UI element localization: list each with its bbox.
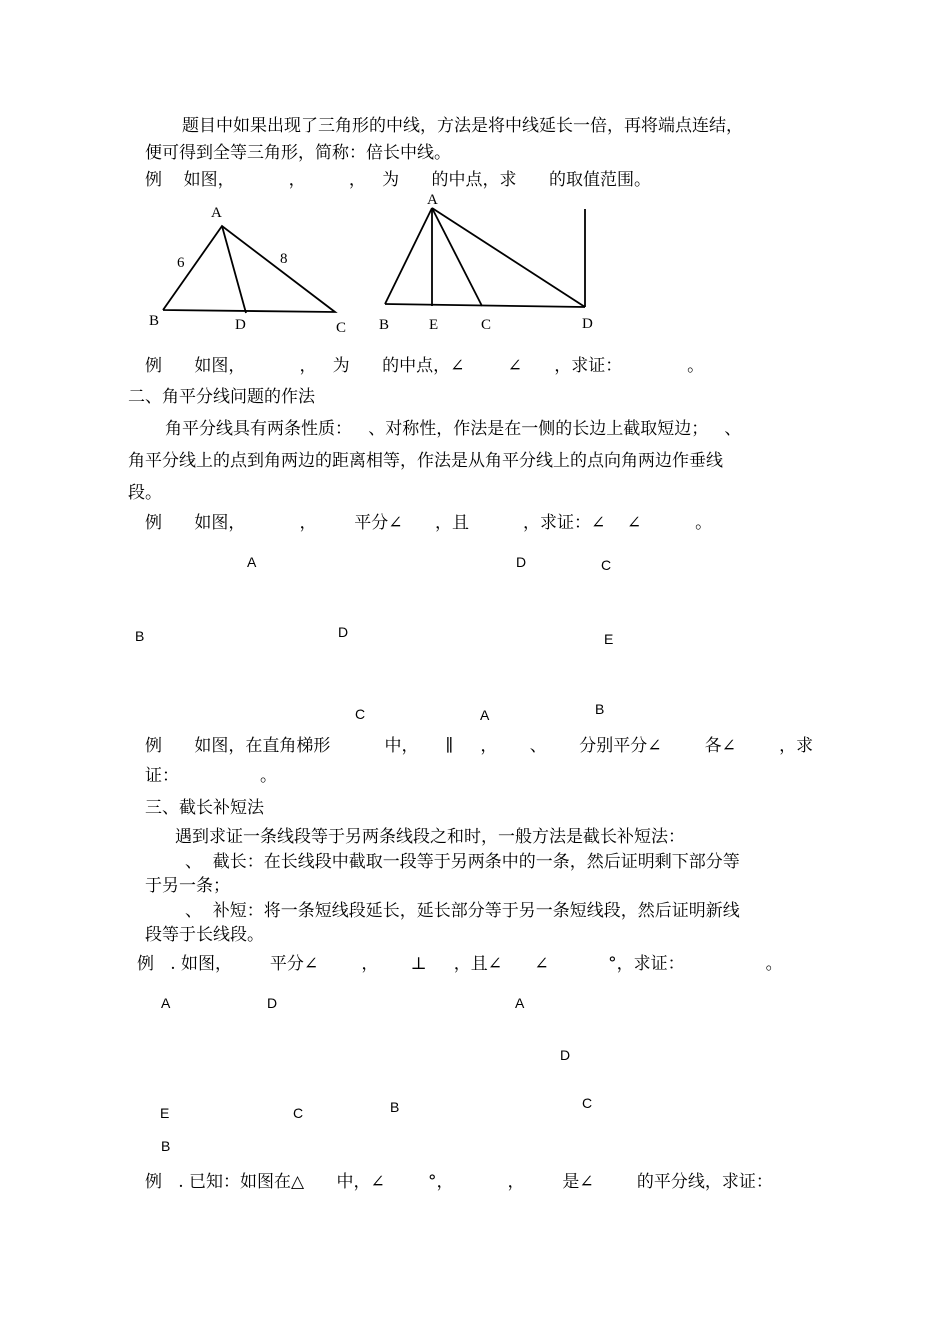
point-label-d: D — [338, 624, 349, 640]
point-label-a: A — [480, 707, 490, 723]
example-bisector-2-line1: 例 如图，在直角梯形 中， ∥ ， 、 分别平分∠ 各∠ ，求 — [145, 736, 814, 756]
point-label-b: B — [149, 313, 160, 329]
point-label-a: A — [515, 995, 525, 1011]
point-label-c: C — [336, 320, 347, 336]
point-label-a: A — [211, 205, 222, 221]
point-label-a: A — [427, 192, 438, 208]
point-label-d: D — [560, 1047, 571, 1063]
section-heading-angle-bisector: 二、角平分线问题的作法 — [128, 387, 315, 407]
point-label-c: C — [582, 1095, 593, 1111]
point-label-b: B — [379, 317, 390, 333]
para-midline-line2: 便可得到全等三角形，简称：倍长中线。 — [145, 143, 451, 163]
para-bisector-line2: 角平分线上的点到角两边的距离相等，作法是从角平分线上的点向角两边作垂线 — [128, 451, 723, 471]
item-cut-long-line1: 、 截长：在长线段中截取一段等于另两条中的一条，然后证明剩下部分等 — [185, 852, 740, 872]
item-extend-short-line2: 段等于长线段。 — [145, 925, 264, 945]
point-label-c: C — [355, 706, 366, 722]
item-extend-short-line1: 、 补短：将一条短线段延长，延长部分等于另一条短线段，然后证明新线 — [185, 901, 740, 921]
point-label-a: A — [161, 995, 171, 1011]
point-label-e: E — [604, 631, 614, 647]
side-length-ab: 6 — [177, 255, 185, 271]
example-bisector-1: 例 如图， ， 平分∠ ，且 ，求证：∠ ∠ 。 — [145, 513, 713, 533]
point-label-a: A — [247, 554, 257, 570]
para-bisector-line1: 角平分线具有两条性质： 、对称性，作法是在一侧的长边上截取短边； 、 — [165, 419, 742, 439]
point-label-d: D — [582, 316, 593, 332]
example-midline-proof: 例 如图， ， 为 的中点，∠ ∠ ，求证： 。 — [145, 356, 705, 376]
point-label-b: B — [161, 1138, 171, 1154]
side-ab — [385, 208, 432, 304]
item-cut-long-line2: 于另一条； — [145, 876, 230, 896]
example-bisector-2-line2: 证： 。 — [145, 766, 278, 786]
example-cut-long-2: 例 . 已知：如图在△ 中，∠ °， ， 是∠ 的平分线，求证： — [145, 1172, 773, 1192]
triangle-extension-figure — [0, 0, 950, 360]
median-ac — [432, 208, 482, 306]
base-bd — [385, 304, 585, 307]
example-midline-range: 例 如图， ， ， 为 的中点，求 的取值范围。 — [145, 170, 651, 190]
side-ad — [432, 208, 585, 307]
section-heading-cut-long-extend-short: 三、截长补短法 — [145, 798, 264, 818]
point-label-d: D — [516, 554, 527, 570]
side-length-ac: 8 — [280, 251, 288, 267]
para-midline-line1: 题目中如果出现了三角形的中线，方法是将中线延长一倍，再将端点连结， — [182, 116, 743, 136]
point-label-d: D — [235, 317, 246, 333]
example-cut-long-1: 例 . 如图， 平分∠ ， ⊥ ，且∠ ∠ °，求证： 。 — [137, 954, 783, 974]
point-label-e: E — [429, 317, 439, 333]
point-label-d: D — [267, 995, 278, 1011]
point-label-b: B — [390, 1099, 400, 1115]
point-label-c: C — [601, 557, 612, 573]
point-label-c: C — [481, 317, 492, 333]
point-label-e: E — [160, 1105, 170, 1121]
point-label-c: C — [293, 1105, 304, 1121]
point-label-b: B — [595, 701, 605, 717]
para-cut-long: 遇到求证一条线段等于另两条线段之和时，一般方法是截长补短法： — [175, 827, 685, 847]
point-label-b: B — [135, 628, 145, 644]
para-bisector-line3: 段。 — [128, 483, 162, 503]
